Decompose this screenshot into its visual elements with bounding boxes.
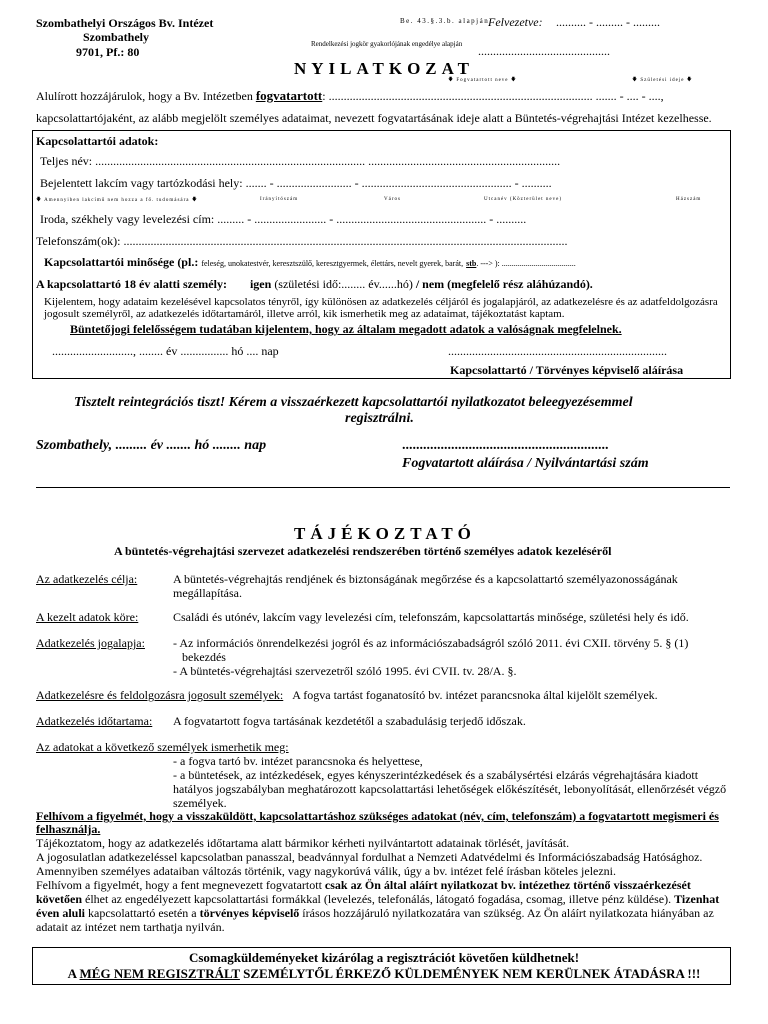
footer-line1: Csomagküldeményeket kizárólag a regisztrációt követően küldhetnek! bbox=[188, 950, 580, 965]
full-name-field[interactable]: Teljes név: .......................................................................................... ................................................................ bbox=[40, 154, 561, 168]
received-label: Felvezetve: bbox=[488, 15, 543, 29]
request-line1: Tisztelt reintegrációs tiszt! Kérem a visszaérkezett kapcsolattartói nyilatkozatot beleegyezésemmel bbox=[74, 395, 633, 410]
institution-address: 9701, Pf.: 80 bbox=[76, 45, 140, 59]
contact-date-line[interactable]: ..........................., ........ év ................ hó .... nap bbox=[52, 344, 279, 358]
info-subtitle: A büntetés-végrehajtási szervezet adatkezelési rendszerében történő személyes adatok kezeléséről bbox=[114, 544, 612, 558]
relation-field[interactable]: Kapcsolattartói minősége (pl.: feleség, unokatestvér, keresztszülő, keresztgyermek, élettárs, nevelt gyerek, barát, stb. ---> ): ..................................... bbox=[44, 255, 576, 269]
institution-city: Szombathely bbox=[83, 30, 149, 44]
city-label: Város bbox=[384, 197, 401, 202]
access-item-1: - a fogva tartó bv. intézet parancsnoka és helyettese, bbox=[173, 754, 423, 768]
criminal-liability-statement: Büntetőjogi felelősségem tudatában kijelentem, hogy az általam megadott adatok a valóságnak megfelelnek. bbox=[70, 322, 622, 336]
contact-heading: Kapcsolattartói adatok: bbox=[36, 134, 159, 148]
legal-label: Adatkezelés jogalapja: bbox=[36, 636, 145, 650]
info-title: TÁJÉKOZTATÓ bbox=[294, 524, 476, 543]
down-arrow-icon: 🡇 bbox=[510, 78, 517, 83]
street-label: Utcanév (Közterület neve) bbox=[484, 197, 563, 202]
access-label: Az adatokat a következő személyek ismerhetik meg: bbox=[36, 740, 289, 754]
institution-name: Szombathelyi Országos Bv. Intézet bbox=[36, 16, 214, 30]
phone-field[interactable]: Telefonszám(ok): .................................................................................................................................................... bbox=[36, 234, 568, 248]
request-signature-dots[interactable]: ........................................................... bbox=[402, 438, 609, 453]
legal-basis: Be. 43.§.3.b. alapján bbox=[400, 17, 490, 25]
scope-label: A kezelt adatok köre: bbox=[36, 610, 139, 624]
access-item-2: - a büntetések, az intézkedések, egyes kényszerintézkedések és a szabálysértési elzárás végrehajtására kiadott hatályos jogszabályban meghatározott kapcsolattartási lehetőségek előkészítését, lebonyolítását, ellenőrzését végző személyek. bbox=[173, 768, 727, 810]
processor-row: Adatkezelésre és feldolgozásra jogosult személyek: A fogva tartást foganatosító bv. intézet parancsnoka által kijelölt személyek. bbox=[36, 688, 658, 702]
down-arrow-icon: 🡇 bbox=[448, 78, 455, 83]
office-field[interactable]: Iroda, székhely vagy levelezési cím: ......... - ........................ - .................................................. - .......... bbox=[40, 212, 527, 226]
attention-note: Felhívom a figyelmét, hogy a visszaküldött, kapcsolattartáshoz szükséges adatokat (név, cím, telefonszám) a fogvatartott megismeri és felhasználja. bbox=[36, 809, 719, 836]
zip-label: Irányítószám bbox=[260, 197, 299, 202]
under18-row: A kapcsolattartó 18 év alatti személy: igen (születési idő:........ év......hó) / nem (megfelelő rész aláhúzandó). bbox=[36, 277, 593, 291]
intro-line2: kapcsolattartójaként, az alább megjelölt személyes adataimat, nevezett fogvatartásának ideje alatt a Büntetés-végrehajtási Intézet kezelhesse. bbox=[36, 111, 712, 125]
page-title: NYILATKOZAT bbox=[294, 59, 475, 78]
inmate-name-label: 🡇 Fogvatartott neve 🡇 bbox=[448, 78, 517, 83]
intro-line1: Alulírott hozzájárulok, hogy a Bv. Intézetben fogvatartott: ........................................................................................ ....... - .... - ...., bbox=[36, 88, 664, 103]
address-note: 🡇 Amennyiben lakcímű nem hozza a fő. tudomására 🡇 bbox=[36, 198, 198, 203]
request-line2: regisztrálni. bbox=[345, 411, 414, 426]
footer-line2: A MÉG NEM REGISZTRÁLT SZEMÉLYTŐL ÉRKEZŐ KÜLDEMÉNYEK NEM KERÜLNEK ÁTADÁSRA !!! bbox=[67, 966, 701, 981]
house-label: Házszám bbox=[676, 197, 702, 202]
under18-yes[interactable]: igen bbox=[249, 277, 272, 291]
purpose-label: Az adatkezelés célja: bbox=[36, 572, 138, 586]
birth-date-label: 🡇 Születési ideje 🡇 bbox=[632, 78, 693, 83]
down-arrow-icon: 🡇 bbox=[632, 78, 639, 83]
down-arrow-icon: 🡇 bbox=[36, 198, 43, 203]
divider bbox=[36, 487, 730, 488]
duration-label: Adatkezelés időtartama: bbox=[36, 714, 153, 728]
request-date[interactable]: Szombathely, ......... év ....... hó ........ nap bbox=[36, 438, 267, 453]
legal-text-1a: - Az információs önrendelkezési jogról és az információszabadságról szóló 2011. évi CXII. törvény 5. § (1) bbox=[173, 636, 689, 650]
scope-text: Családi és utónév, lakcím vagy levelezési cím, telefonszám, kapcsolattartás minősége, születési hely és idő. bbox=[173, 610, 689, 624]
authorizer-note: Rendelkezési jogkör gyakorlójának engedélye alapján bbox=[311, 40, 463, 48]
contact-signature-dots[interactable]: ......................................................................... bbox=[448, 344, 667, 358]
legal-text-2: - A büntetés-végrehajtási szervezetről szóló 1995. évi CVII. tv. 28/A. §. bbox=[173, 664, 517, 678]
declaration-text: Kijelentem, hogy adataim kezelésével kapcsolatos tényről, így különösen az adatkezelés céljáról és jogalapjáról, az adatkezelésre és az adatfeldolgozásra jogosult személyről, az adatkezelés időtartamáról, illetve arról, kik ismerhetik meg az adataimat, tájékoztatást kaptam. bbox=[44, 296, 718, 320]
legal-text-1b: bekezdés bbox=[182, 650, 226, 664]
info-para1: Tájékoztatom, hogy az adatkezelés időtartama alatt bármikor kérheti nyilvántartott adatainak törlését, javítását. bbox=[36, 836, 570, 850]
request-signature-label: Fogvatartott aláírása / Nyilvántartási szám bbox=[402, 456, 649, 471]
received-dots: .......... - ......... - ......... bbox=[556, 15, 660, 29]
info-para3: Felhívom a figyelmét, hogy a fent megnevezett fogvatartott csak az Ön által aláírt nyilatkozat bv. intézethez történő visszaérkezését követően élhet az engedélyezett kapcsolattartási formákkal (levelezés, telefonálás, látogató fogadása, csomag, illetve pénz küldése). Tizenhat éven aluli kapcsolattartó esetén a törvényes képviselő írásos hozzájáruló nyilatkozatára van szükség. Az Ön aláírt nyilatkozata hiányában az adatait az intézet nem tarthatja nyilván. bbox=[36, 878, 720, 934]
down-arrow-icon: 🡇 bbox=[191, 198, 198, 203]
purpose-text: A büntetés-végrehajtás rendjének és biztonságának megőrzése és a kapcsolattartó személyazonosságának megállapítása. bbox=[173, 572, 678, 600]
authorizer-signature-dots: ............................................ bbox=[478, 44, 610, 58]
down-arrow-icon: 🡇 bbox=[686, 78, 693, 83]
address-field[interactable]: Bejelentett lakcím vagy tartózkodási hely: ....... - ......................... - .................................................. - .......... bbox=[40, 176, 552, 190]
under18-no[interactable]: / nem (megfelelő rész aláhúzandó). bbox=[415, 277, 593, 291]
duration-text: A fogvatartott fogva tartásának kezdetétől a szabadulásig terjedő időszak. bbox=[173, 714, 526, 728]
contact-signature-label: Kapcsolattartó / Törvényes képviselő aláírása bbox=[450, 363, 684, 377]
info-para2: A jogosulatlan adatkezeléssel kapcsolatban panasszal, beadvánnyal fordulhat a Nemzeti Adatvédelmi és Információszabadság Hatósághoz. Amennyiben személyes adataiban változás történik, vagy nagykorúvá válik, úgy a bv. intézet felé írásban köteles jelezni. bbox=[36, 850, 703, 878]
